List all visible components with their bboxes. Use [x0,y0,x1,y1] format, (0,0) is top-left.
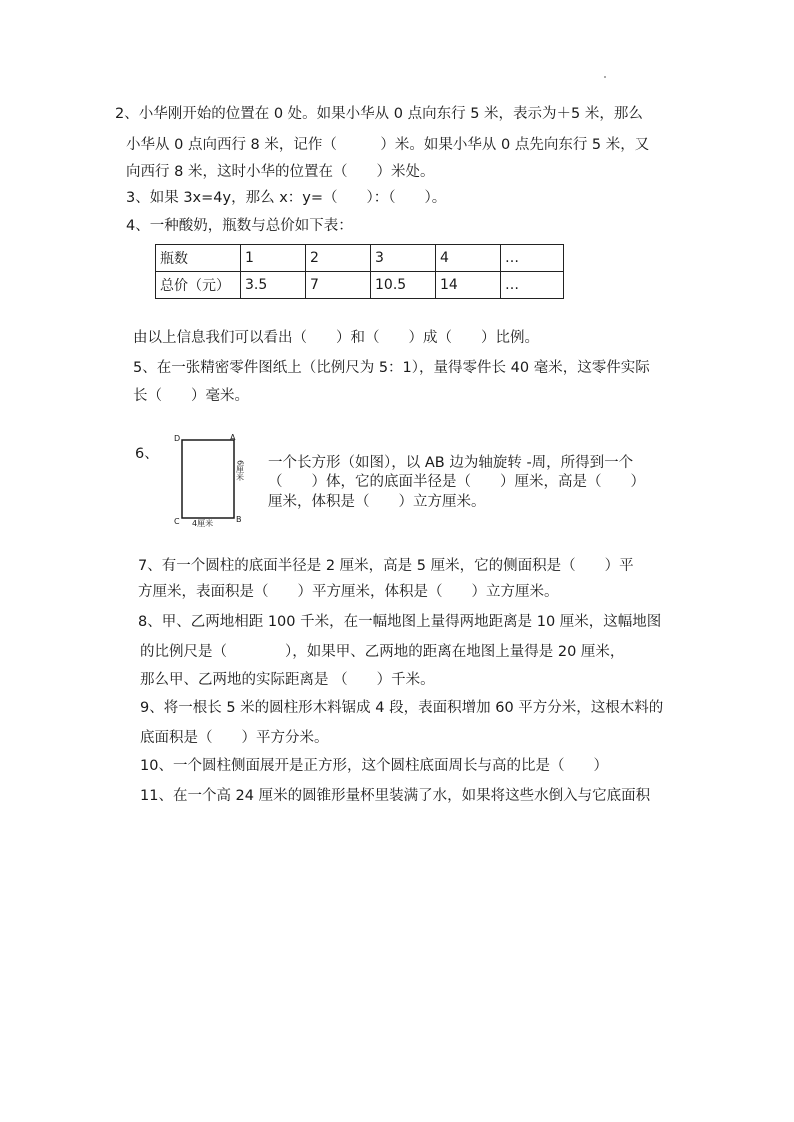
width-label: 4厘米 [192,519,214,528]
label-d: D [174,434,181,443]
table-cell: 总价（元） [156,272,241,299]
label-a: A [230,433,236,442]
q5-line1: 5、在一张精密零件图纸上（比例尺为 5：1），量得零件长 40 毫米，这零件实际 [133,360,650,376]
q6-line2: （ ）体，它的底面半径是（ ）厘米，高是（ ） [268,474,645,490]
q4-price-table [155,244,564,299]
rectangle-figure [168,430,258,530]
height-label: 6厘米 [235,460,245,482]
table-cell: 2 [306,245,371,272]
table-cell: … [501,272,564,299]
q11-line1: 11、在一个高 24 厘米的圆锥形量杯里装满了水，如果将这些水倒入与它底面积 [140,788,651,804]
table-cell: 14 [436,272,501,299]
q6-line1: 一个长方形（如图），以 AB 边为轴旋转 -周，所得到一个 [268,455,634,471]
table-cell: 10.5 [371,272,436,299]
q4-line2: 由以上信息我们可以看出（ ）和（ ）成（ ）比例。 [133,330,539,346]
q7-line1: 7、有一个圆柱的底面半径是 2 厘米，高是 5 厘米，它的侧面积是（ ）平 [138,558,634,574]
label-b: B [236,515,242,524]
table-cell: 瓶数 [156,245,241,272]
q3-line1: 3、如果 3x=4y，那么 x：y=（ ）：（ ）。 [126,190,447,206]
q8-line2: 的比例尺是（ ），如果甲、乙两地的距离在地图上量得是 20 厘米， [140,644,625,660]
table-cell: 7 [306,272,371,299]
table-cell: 1 [241,245,306,272]
q7-line2: 方厘米，表面积是（ ）平方厘米，体积是（ ）立方厘米。 [138,584,559,600]
q8-line1: 8、甲、乙两地相距 100 千米，在一幅地图上量得两地距离是 10 厘米，这幅地图 [138,614,662,630]
table-cell: … [501,245,564,272]
q9-line1: 9、将一根长 5 米的圆柱形木料锯成 4 段，表面积增加 60 平方分米，这根木料的 [140,700,664,716]
table-cell: 3 [371,245,436,272]
table-row [156,245,564,272]
table-cell: 3.5 [241,272,306,299]
q2-line2: 小华从 0 点向西行 8 米，记作（ ）米。如果小华从 0 点先向东行 5 米，又 [126,137,650,153]
q6-line3: 厘米，体积是（ ）立方厘米。 [268,494,486,510]
q2-line1: 2、小华刚开始的位置在 0 处。如果小华从 0 点向东行 5 米，表示为＋5 米，那么 [115,106,643,122]
q9-line2: 底面积是（ ）平方分米。 [140,730,329,746]
label-c: C [174,517,180,526]
q5-line2: 长（ ）毫米。 [133,388,249,404]
table-cell: 4 [436,245,501,272]
q4-line1: 4、一种酸奶，瓶数与总价如下表： [126,218,353,234]
q10-line1: 10、一个圆柱侧面展开是正方形，这个圆柱底面周长与高的比是（ ） [140,758,608,774]
q2-line3: 向西行 8 米，这时小华的位置在（ ）米处。 [126,164,435,180]
q8-line3: 那么甲、乙两地的实际距离是 （ ）千米。 [140,672,435,688]
q6-number: 6、 [135,446,159,462]
scan-speck [604,76,606,78]
table-row [156,272,564,299]
